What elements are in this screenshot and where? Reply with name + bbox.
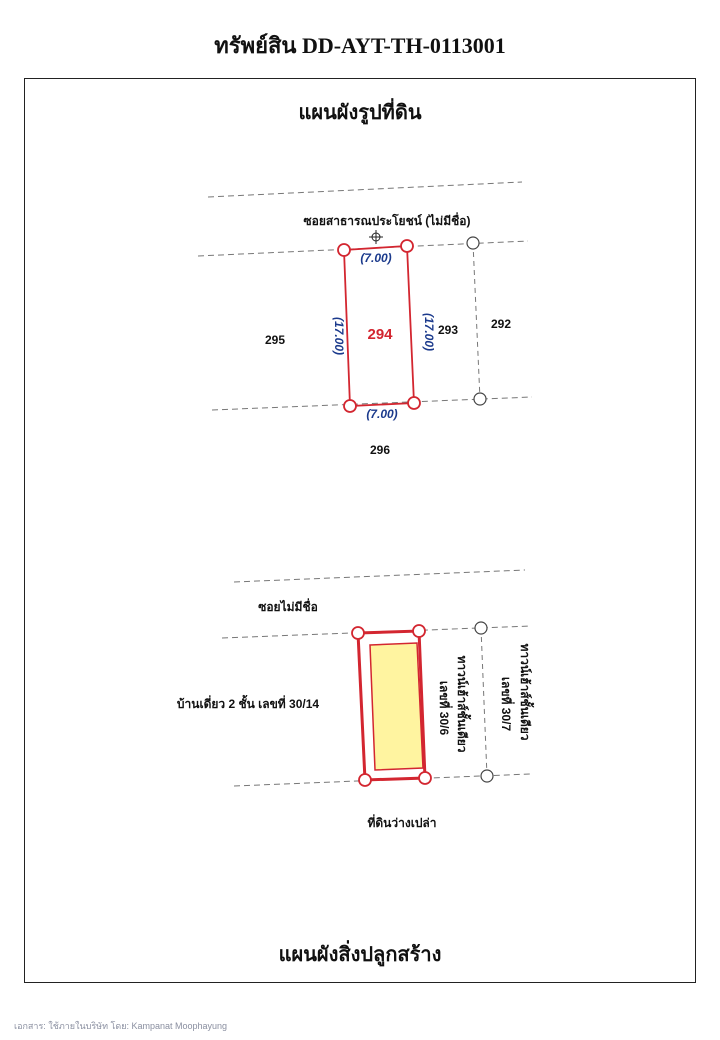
building-footprint xyxy=(370,643,423,770)
boundary-marker xyxy=(401,240,413,252)
road-far-edge xyxy=(208,182,522,197)
neighbor-marker xyxy=(475,622,487,634)
boundary-marker xyxy=(352,627,364,639)
width-bottom-label: (7.00) xyxy=(366,407,398,421)
length-right-label: (17.00) xyxy=(422,312,436,352)
boundary-marker xyxy=(408,397,420,409)
boundary-marker xyxy=(413,625,425,637)
land-plan-heading: แผนผังรูปที่ดิน xyxy=(298,102,422,124)
right-far-label-line1: ทาวน์เฮ้าส์ชั้นเดียว xyxy=(518,643,532,741)
building-plan-heading: แผนผังสิ่งปลูกสร้าง xyxy=(278,944,442,966)
neighbor-right-near-number: 293 xyxy=(437,323,459,337)
building-road-label: ซอยไม่มีชื่อ xyxy=(258,600,318,614)
neighbor-marker xyxy=(481,770,493,782)
neighbor-right-far-number: 292 xyxy=(490,317,512,331)
building-plan xyxy=(177,570,535,830)
right-near-label-line1: ทาวน์เฮ้าส์ชั้นเดียว xyxy=(455,655,469,753)
width-top-label: (7.00) xyxy=(360,251,392,265)
land-road-label: ซอยสาธารณประโยชน์ (ไม่มีชื่อ) xyxy=(303,214,471,228)
left-neighbor-label: บ้านเดี่ยว 2 ชั้น เลขที่ 30/14 xyxy=(176,697,320,711)
neighbor-left-number: 295 xyxy=(264,333,286,347)
boundary-marker xyxy=(359,774,371,786)
length-left-label: (17.00) xyxy=(332,316,346,356)
neighbor-boundary-line xyxy=(473,243,480,399)
subject-parcel-number: 294 xyxy=(367,326,393,343)
survey-mark-icon xyxy=(369,230,383,244)
footer-note: เอกสาร: ใช้ภายในบริษัท โดย: Kampanat Moophayung xyxy=(14,1021,228,1031)
boundary-marker xyxy=(338,244,350,256)
right-near-label-line2: เลขที่ 30/6 xyxy=(437,680,451,736)
land-plan xyxy=(198,182,532,457)
neighbor-bottom-number: 296 xyxy=(369,443,391,457)
neighbor-marker xyxy=(467,237,479,249)
boundary-marker xyxy=(419,772,431,784)
neighbor-boundary-line xyxy=(481,628,487,776)
document-title: ทรัพย์สิน DD-AYT-TH-0113001 xyxy=(214,33,506,58)
neighbor-marker xyxy=(474,393,486,405)
bottom-neighbor-label: ที่ดินว่างเปล่า xyxy=(367,816,437,830)
right-far-label-line2: เลขที่ 30/7 xyxy=(499,676,513,732)
road-far-edge xyxy=(234,570,525,582)
boundary-marker xyxy=(344,400,356,412)
